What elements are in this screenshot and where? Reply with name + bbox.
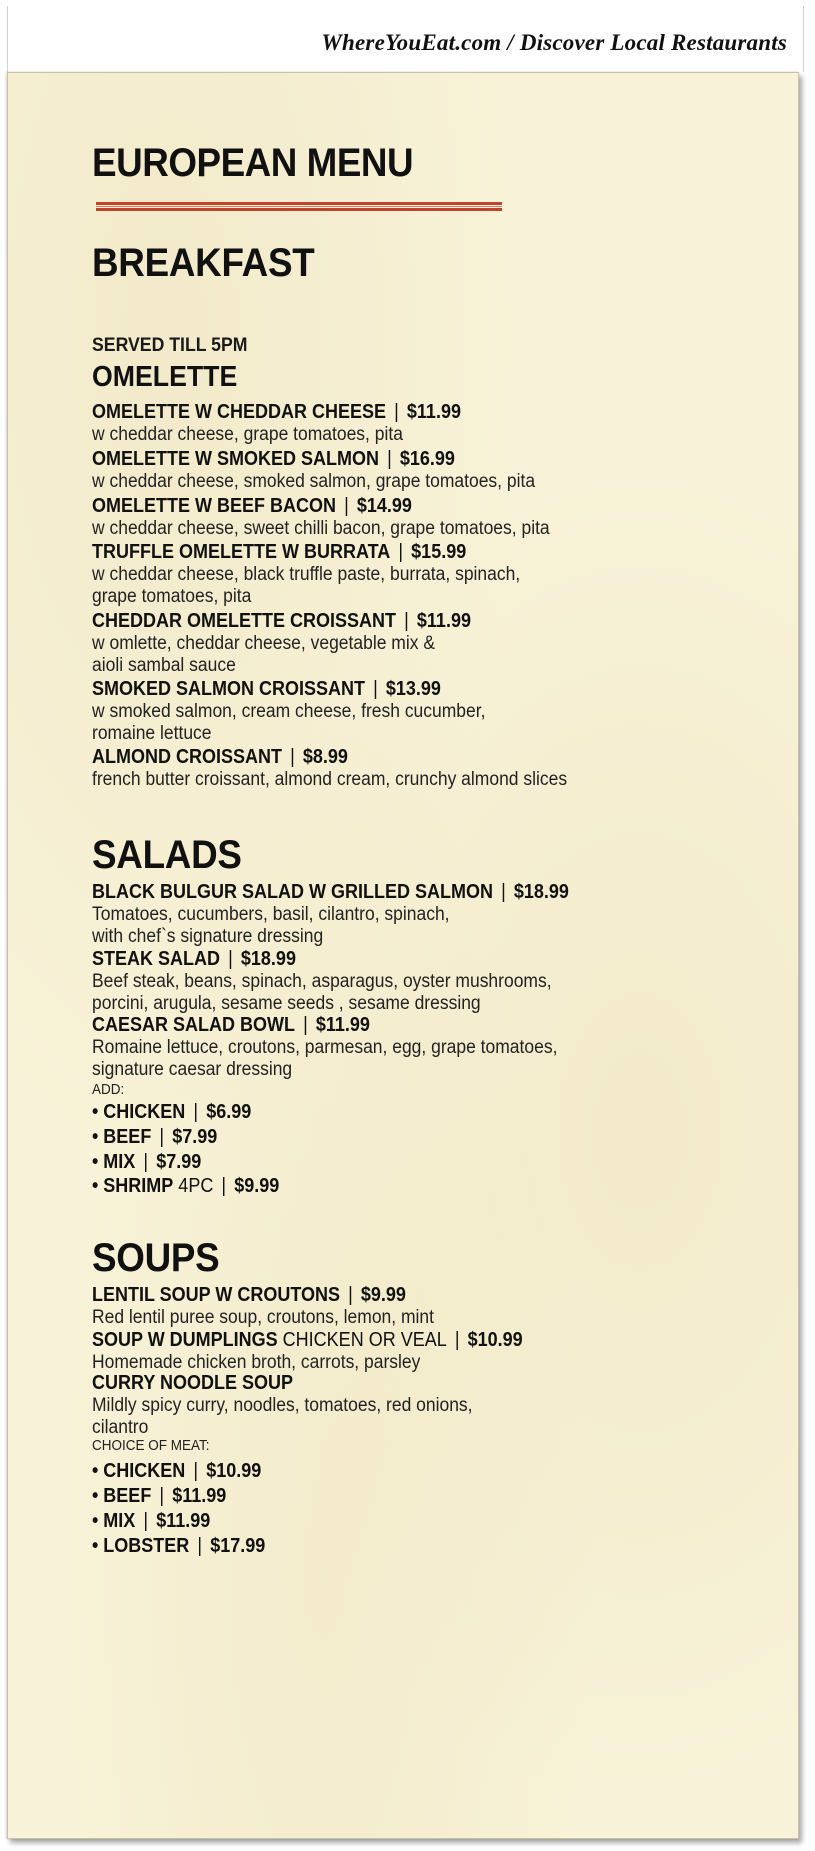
item-price: $18.99 <box>240 948 296 970</box>
choice-price: $11.99 <box>156 1510 211 1532</box>
item-description: w cheddar cheese, black truffle paste, burrata, spinach, grape tomatoes, pita <box>92 564 521 607</box>
item-price: $18.99 <box>513 881 569 903</box>
item-description: french butter croissant, almond cream, crunchy almond slices <box>92 769 568 790</box>
addon-name: • MIX <box>92 1151 136 1173</box>
item-description: Beef steak, beans, spinach, asparagus, oyster mushrooms, porcini, arugula, sesame seeds , sesame dressing <box>92 971 552 1014</box>
item-name: SOUP W DUMPLINGS <box>92 1329 278 1351</box>
item-name: OMELETTE W CHEDDAR CHEESE <box>92 401 387 423</box>
section-title-salads: SALADS <box>92 833 242 877</box>
menu-item: CAESAR SALAD BOWL | $11.99 Romaine lettuce, croutons, parmesan, egg, grape tomatoes, signature caesar dressing <box>92 1013 732 1081</box>
item-price: $11.99 <box>406 401 461 423</box>
choice-item: • MIX | $11.99 <box>92 1510 211 1532</box>
addon-qty: 4PC <box>173 1175 214 1197</box>
item-option: CHICKEN OR VEAL <box>277 1329 447 1351</box>
choice-item: • BEEF | $11.99 <box>92 1485 227 1507</box>
item-name: CURRY NOODLE SOUP <box>92 1372 294 1394</box>
item-name: TRUFFLE OMELETTE W BURRATA <box>92 541 391 563</box>
item-name: OMELETTE W BEEF BACON <box>92 495 336 517</box>
addon-item: • SHRIMP 4PC | $9.99 <box>92 1175 280 1197</box>
menu-item: LENTIL SOUP W CROUTONS | $9.99 Red lentil puree soup, croutons, lemon, mint <box>92 1283 732 1329</box>
menu-item: STEAK SALAD | $18.99 Beef steak, beans, spinach, asparagus, oyster mushrooms, porcini, arugula, sesame seeds , sesame dressing <box>92 947 732 1015</box>
choice-price: $17.99 <box>210 1535 266 1557</box>
item-price: $10.99 <box>467 1329 523 1351</box>
item-price: $15.99 <box>411 541 467 563</box>
section-title-breakfast: BREAKFAST <box>92 241 315 285</box>
menu-item: BLACK BULGUR SALAD W GRILLED SALMON | $18.99 Tomatoes, cucumbers, basil, cilantro, spinach, with chef`s signature dressing <box>92 880 732 948</box>
menu-item: OMELETTE W CHEDDAR CHEESE | $11.99 w cheddar cheese, grape tomatoes, pita <box>92 400 732 446</box>
item-price: $13.99 <box>385 678 441 700</box>
menu-item: OMELETTE W SMOKED SALMON | $16.99 w cheddar cheese, smoked salmon, grape tomatoes, pita <box>92 447 732 493</box>
item-description: Mildly spicy curry, noodles, tomatoes, red onions, cilantro <box>92 1395 473 1438</box>
group-title-omelette: OMELETTE <box>92 361 238 393</box>
choice-item: • LOBSTER | $17.99 <box>92 1535 266 1557</box>
addon-price: $9.99 <box>234 1175 280 1197</box>
menu-item <box>92 1371 732 1439</box>
item-description: w smoked salmon, cream cheese, fresh cucumber, romaine lettuce <box>92 701 486 744</box>
item-description: Tomatoes, cucumbers, basil, cilantro, spinach, with chef`s signature dressing <box>92 904 450 947</box>
item-name: OMELETTE W SMOKED SALMON <box>92 448 380 470</box>
section-title-soups: SOUPS <box>92 1236 220 1280</box>
item-name: BLACK BULGUR SALAD W GRILLED SALMON <box>92 881 493 903</box>
addon-item: • CHICKEN | $6.99 <box>92 1101 252 1123</box>
item-description: w omlette, cheddar cheese, vegetable mix & aioli sambal sauce <box>92 633 435 676</box>
item-name: CAESAR SALAD BOWL <box>92 1014 295 1036</box>
menu-item: CHEDDAR OMELETTE CROISSANT | $11.99 w omlette, cheddar cheese, vegetable mix & aioli sambal sauce <box>92 609 732 677</box>
item-description: Red lentil puree soup, croutons, lemon, mint <box>92 1307 435 1328</box>
item-name: ALMOND CROISSANT <box>92 746 282 768</box>
choice-item: • CHICKEN | $10.99 <box>92 1460 262 1482</box>
menu-item: OMELETTE W BEEF BACON | $14.99 w cheddar cheese, sweet chilli bacon, grape tomatoes, pita <box>92 494 732 540</box>
menu-page <box>7 72 799 1839</box>
item-price: $16.99 <box>399 448 455 470</box>
choice-price: $11.99 <box>172 1485 227 1507</box>
add-label: ADD: <box>92 1081 125 1098</box>
item-description: Romaine lettuce, croutons, parmesan, egg, grape tomatoes, signature caesar dressing <box>92 1037 558 1080</box>
item-name: LENTIL SOUP W CROUTONS <box>92 1284 341 1306</box>
addon-item: • BEEF | $7.99 <box>92 1126 218 1148</box>
title-divider <box>96 202 502 211</box>
addon-name: • CHICKEN <box>92 1101 186 1123</box>
menu-title: EUROPEAN MENU <box>92 141 414 185</box>
item-description: w cheddar cheese, grape tomatoes, pita <box>92 424 403 445</box>
item-price: $14.99 <box>356 495 412 517</box>
addon-item: • MIX | $7.99 <box>92 1151 202 1173</box>
choice-name: • BEEF <box>92 1485 152 1507</box>
site-header <box>7 6 804 72</box>
item-description: w cheddar cheese, smoked salmon, grape tomatoes, pita <box>92 471 536 492</box>
menu-item: SOUP W DUMPLINGS CHICKEN OR VEAL | $10.99 Homemade chicken broth, carrots, parsley <box>92 1328 732 1374</box>
menu-item: ALMOND CROISSANT | $8.99 french butter croissant, almond cream, crunchy almond slices <box>92 745 732 791</box>
choice-name: • LOBSTER <box>92 1535 190 1557</box>
addon-price: $7.99 <box>156 1151 202 1173</box>
addon-name: • BEEF <box>92 1126 152 1148</box>
item-name: STEAK SALAD <box>92 948 221 970</box>
addon-name: • SHRIMP <box>92 1175 174 1197</box>
site-brand-link[interactable]: WhereYouEat.com / Discover Local Restaurants <box>321 30 787 55</box>
served-label: SERVED TILL 5PM <box>92 335 248 356</box>
item-name: CHEDDAR OMELETTE CROISSANT <box>92 610 397 632</box>
choice-price: $10.99 <box>206 1460 262 1482</box>
item-price: $11.99 <box>416 610 471 632</box>
addon-price: $7.99 <box>172 1126 218 1148</box>
menu-item: TRUFFLE OMELETTE W BURRATA | $15.99 w cheddar cheese, black truffle paste, burrata, spinach, grape tomatoes, pita <box>92 540 732 608</box>
item-name: SMOKED SALMON CROISSANT <box>92 678 366 700</box>
item-price: $11.99 <box>315 1014 370 1036</box>
item-price: $8.99 <box>302 746 348 768</box>
item-description: w cheddar cheese, sweet chilli bacon, grape tomatoes, pita <box>92 518 550 539</box>
addon-price: $6.99 <box>206 1101 252 1123</box>
choice-label: CHOICE OF MEAT: <box>92 1437 210 1454</box>
menu-item: SMOKED SALMON CROISSANT | $13.99 w smoked salmon, cream cheese, fresh cucumber, romaine lettuce <box>92 677 732 745</box>
choice-name: • CHICKEN <box>92 1460 186 1482</box>
item-description: Homemade chicken broth, carrots, parsley <box>92 1352 421 1373</box>
choice-name: • MIX <box>92 1510 136 1532</box>
item-price: $9.99 <box>360 1284 406 1306</box>
